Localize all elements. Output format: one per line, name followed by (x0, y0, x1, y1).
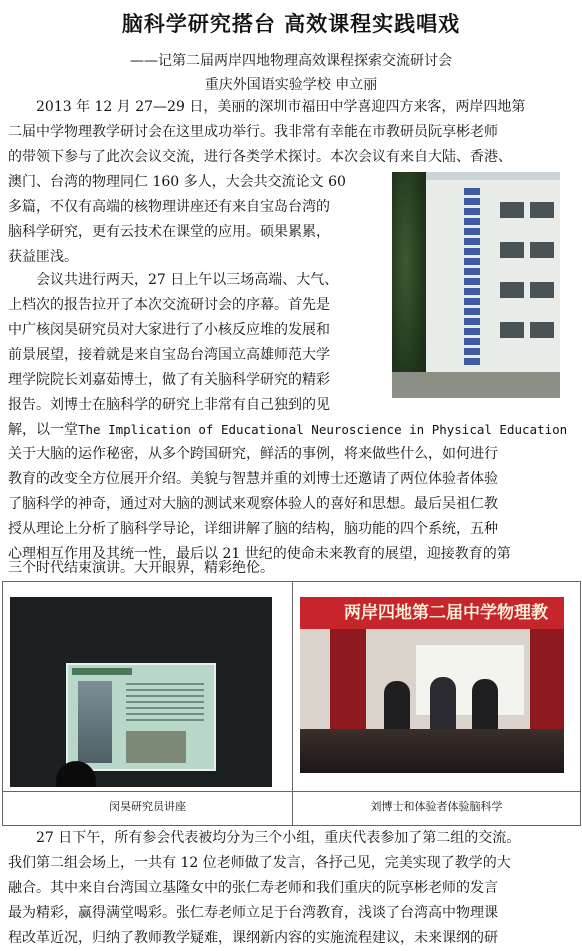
right-photo-caption: 刘博士和体验者体验脑科学 (370, 800, 503, 813)
projection-screen (66, 663, 216, 771)
paragraph-line: 教育的改变全方位展开介绍。美貌与智慧并重的刘博士还邀请了两位体验者体验 (8, 471, 498, 487)
lecture-title-english: The Implication of Educational Neuroscience in Physical Education (78, 422, 568, 437)
window (500, 282, 524, 298)
paragraph-line: 三个时代结束演讲。大开眼界，精彩绝伦。 (8, 560, 274, 576)
window (500, 242, 524, 258)
brain-science-photo (300, 597, 564, 773)
window (530, 202, 554, 218)
paragraph-line: 关于大脑的运作秘密，从多个跨国研究，鲜活的事例，将来做些什么，如何进行 (8, 446, 498, 462)
paragraph-line: 最为精彩，赢得满堂喝彩。张仁寿老师立足于台湾教育，浅谈了台湾高中物理课 (8, 905, 498, 921)
paragraph-line: 的带领下参与了此次会议交流，进行各类学术探讨。本次会议有来自大陆、香港、 (8, 149, 512, 165)
tree (392, 172, 426, 398)
curtain (330, 629, 366, 739)
paragraph-line: 获益匪浅。 (8, 249, 78, 265)
photo-table (2, 581, 581, 826)
left-photo-caption: 闵昊研究员讲座 (109, 800, 186, 813)
paragraph-line: 我们第二组会场上，一共有 12 位老师做了发言，各抒己见，完美实现了教学的大 (8, 855, 511, 871)
paragraph-line: 上档次的报告拉开了本次交流研讨会的序幕。首先是 (8, 297, 330, 313)
window (530, 322, 554, 338)
vertical-sign (464, 188, 480, 368)
lecture-photo (10, 597, 272, 787)
paragraph-line: 脑科学研究，更有云技术在课堂的应用。硕果累累， (8, 224, 330, 240)
window (500, 202, 524, 218)
school-building-photo (392, 172, 560, 398)
paragraph-line: 会议共进行两天，27 日上午以三场高端、大气、 (36, 272, 339, 288)
paragraph-line: 2013 年 12 月 27—29 日，美丽的深圳市福田中学喜迎四方来客，两岸四地第 (36, 99, 526, 115)
paragraph-line: 理学院院长刘嘉茹博士，做了有关脑科学研究的精彩 (8, 372, 330, 388)
ground (392, 372, 560, 398)
paragraph-line: 授从理论上分析了脑科学导论，详细讲解了脑的结构，脑功能的四个系统，五种 (8, 521, 498, 537)
reactor-figure (78, 681, 112, 763)
paragraph-line (8, 417, 576, 443)
window (500, 322, 524, 338)
paragraph-line: 前景展望，接着就是来自宝岛台湾国立高雄师范大学 (8, 347, 330, 363)
slide-image (126, 731, 186, 763)
paragraph-line: 多篇，不仅有高端的核物理讲座还有来自宝岛台湾的 (8, 199, 330, 215)
window (530, 282, 554, 298)
article-author: 重庆外国语实验学校 申立丽 (204, 77, 378, 93)
slide-header (72, 668, 132, 675)
paragraph-line: 澳门、台湾的物理同仁 160 多人，大会共交流论文 60 (8, 174, 346, 190)
paragraph-line: 27 日下午，所有参会代表被均分为三个小组，重庆代表参加了第二组的交流。 (36, 830, 521, 846)
paragraph-text: 解，以一堂 (8, 422, 78, 438)
audience (300, 729, 564, 773)
curtain (530, 629, 564, 739)
paragraph-line: 了脑科学的神奇，通过对大脑的测试来观察体验人的喜好和思想。最后吴祖仁教 (8, 496, 498, 512)
speaker (430, 677, 456, 737)
paragraph-line: 中广核闵昊研究员对大家进行了小核反应堆的发展和 (8, 322, 330, 338)
article-title: 脑科学研究搭台 高效课程实践唱戏 (121, 11, 461, 36)
paragraph-line: 二届中学物理教学研讨会在这里成功举行。我非常有幸能在市教研员阮享彬老师 (8, 124, 498, 140)
window (530, 242, 554, 258)
event-banner: 两岸四地第二届中学物理教 (300, 597, 564, 629)
table-divider (292, 582, 293, 825)
article-subtitle: ——记第二届两岸四地物理高效课程探索交流研讨会 (130, 53, 452, 69)
paragraph-line: 报告。刘博士在脑科学的研究上非常有自己独到的见 (8, 397, 330, 413)
slide-text-block (126, 683, 204, 723)
paragraph-line: 融合。其中来自台湾国立基隆女中的张仁寿老师和我们重庆的阮享彬老师的发言 (8, 880, 498, 896)
table-caption-line (3, 791, 580, 792)
paragraph-line: 程改革近况，归纳了教师教学疑难，课纲新内容的实施流程建议，未来课纲的研 (8, 930, 498, 946)
paragraph-line: 心理相互作用及其统一性，最后以 21 世纪的使命未来教育的展望，迎接教育的第 (8, 546, 511, 562)
